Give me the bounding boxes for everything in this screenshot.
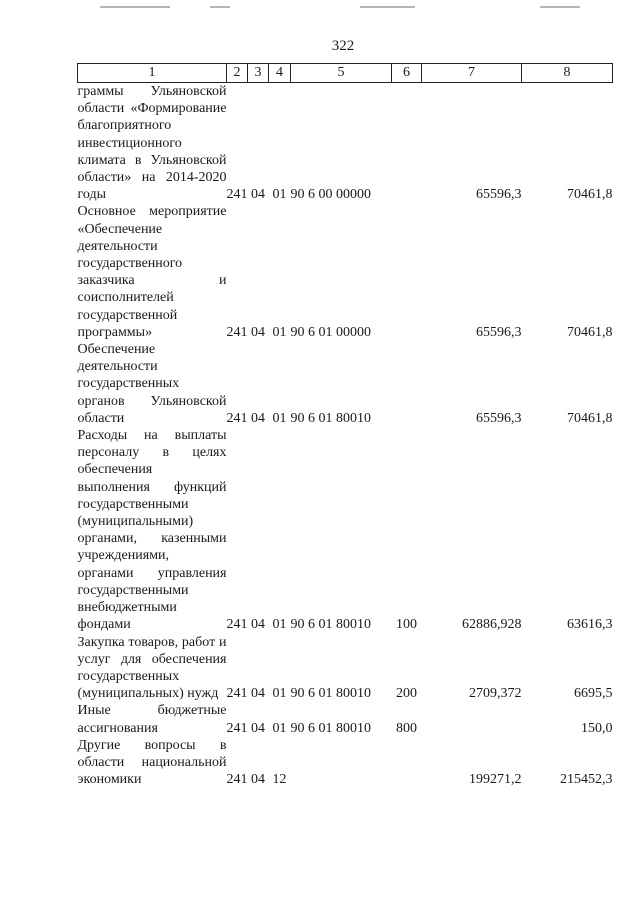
target-code [291, 737, 392, 789]
row-name: Основное мероприятие «Обеспечение деятельности государственного заказчика и соисполнителей государственной программы» [77, 204, 227, 340]
amount-col8: 150,0 [581, 720, 613, 736]
subsection-code: 01 [272, 410, 287, 426]
ministry-code: 241 [226, 410, 248, 426]
amount-col8: 6695,5 [574, 686, 613, 702]
column-header: 5 [291, 64, 392, 83]
column-header: 8 [522, 64, 613, 83]
column-header: 4 [269, 64, 291, 83]
amount-col7 [422, 702, 522, 736]
amount-col8: 70461,8 [567, 410, 613, 426]
table-row [78, 341, 613, 427]
row-name: Расходы на выплаты персоналу в целях обеспечения выполнения функций государственными (муниципальными) органами, казенными учреждениями, органами управления государственными внебюджетными фондами [77, 428, 227, 633]
ministry-code: 241 [226, 720, 248, 736]
expense-type [392, 203, 422, 341]
ministry-code: 241 [226, 772, 248, 788]
scan-artifact [540, 6, 580, 8]
amount-col7: 65596,3 [476, 187, 522, 203]
scan-artifact [360, 6, 415, 8]
table-row [78, 702, 613, 736]
subsection-code: 01 [272, 324, 287, 340]
row-name: граммы Ульяновской области «Формирование благоприятного инвестиционного климата в Ульяновской области» на 2014-2020 годы [77, 84, 227, 203]
table-row [78, 737, 613, 789]
expense-type [392, 83, 422, 204]
expense-type: 100 [396, 617, 417, 633]
section-code: 04 [251, 324, 265, 340]
scan-artifact [210, 6, 230, 8]
expense-type [392, 737, 422, 789]
subsection-code: 01 [272, 686, 287, 702]
row-name: Иные бюджетные ассигнования [77, 703, 227, 736]
amount-col7: 62886,928 [462, 617, 522, 633]
amount-col8: 215452,3 [560, 772, 613, 788]
target-code: 90 6 01 80010 [290, 617, 371, 633]
subsection-code: 12 [272, 772, 287, 788]
section-code: 04 [251, 772, 265, 788]
amount-col7: 65596,3 [476, 324, 522, 340]
row-name: Обеспечение деятельности государственных органов Ульяновской области [77, 342, 227, 426]
section-code: 04 [251, 617, 265, 633]
page-number: 322 [331, 38, 355, 54]
table-row [78, 427, 613, 633]
ministry-code: 241 [226, 686, 248, 702]
column-header: 3 [248, 64, 269, 83]
target-code: 90 6 01 80010 [290, 720, 371, 736]
table-row [78, 203, 613, 341]
section-code: 04 [251, 686, 265, 702]
budget-table [77, 63, 613, 788]
subsection-code: 01 [272, 720, 287, 736]
amount-col8: 70461,8 [567, 187, 613, 203]
expense-type: 800 [396, 720, 417, 736]
expense-type: 200 [396, 686, 417, 702]
column-header: 1 [78, 64, 227, 83]
amount-col8: 70461,8 [567, 324, 613, 340]
amount-col8: 63616,3 [567, 617, 613, 633]
column-header: 2 [227, 64, 248, 83]
row-name: Закупка товаров, работ и услуг для обеспечения государственных (муниципальных) нужд [77, 634, 227, 702]
amount-col7: 65596,3 [476, 410, 522, 426]
row-name: Другие вопросы в области национальной экономики [77, 737, 227, 788]
subsection-code: 01 [272, 187, 287, 203]
column-header: 7 [422, 64, 522, 83]
amount-col7: 2709,372 [469, 686, 522, 702]
ministry-code: 241 [226, 617, 248, 633]
header-row [78, 64, 613, 83]
scan-artifact [100, 6, 170, 8]
table-row [78, 83, 613, 204]
target-code: 90 6 01 80010 [290, 410, 371, 426]
section-code: 04 [251, 720, 265, 736]
section-code: 04 [251, 410, 265, 426]
target-code: 90 6 01 00000 [290, 324, 371, 340]
column-header: 6 [392, 64, 422, 83]
section-code: 04 [251, 187, 265, 203]
ministry-code: 241 [226, 324, 248, 340]
subsection-code: 01 [272, 617, 287, 633]
amount-col7: 199271,2 [469, 772, 522, 788]
ministry-code: 241 [226, 187, 248, 203]
table-row [78, 634, 613, 703]
target-code: 90 6 00 00000 [290, 187, 371, 203]
target-code: 90 6 01 80010 [290, 686, 371, 702]
expense-type [392, 341, 422, 427]
